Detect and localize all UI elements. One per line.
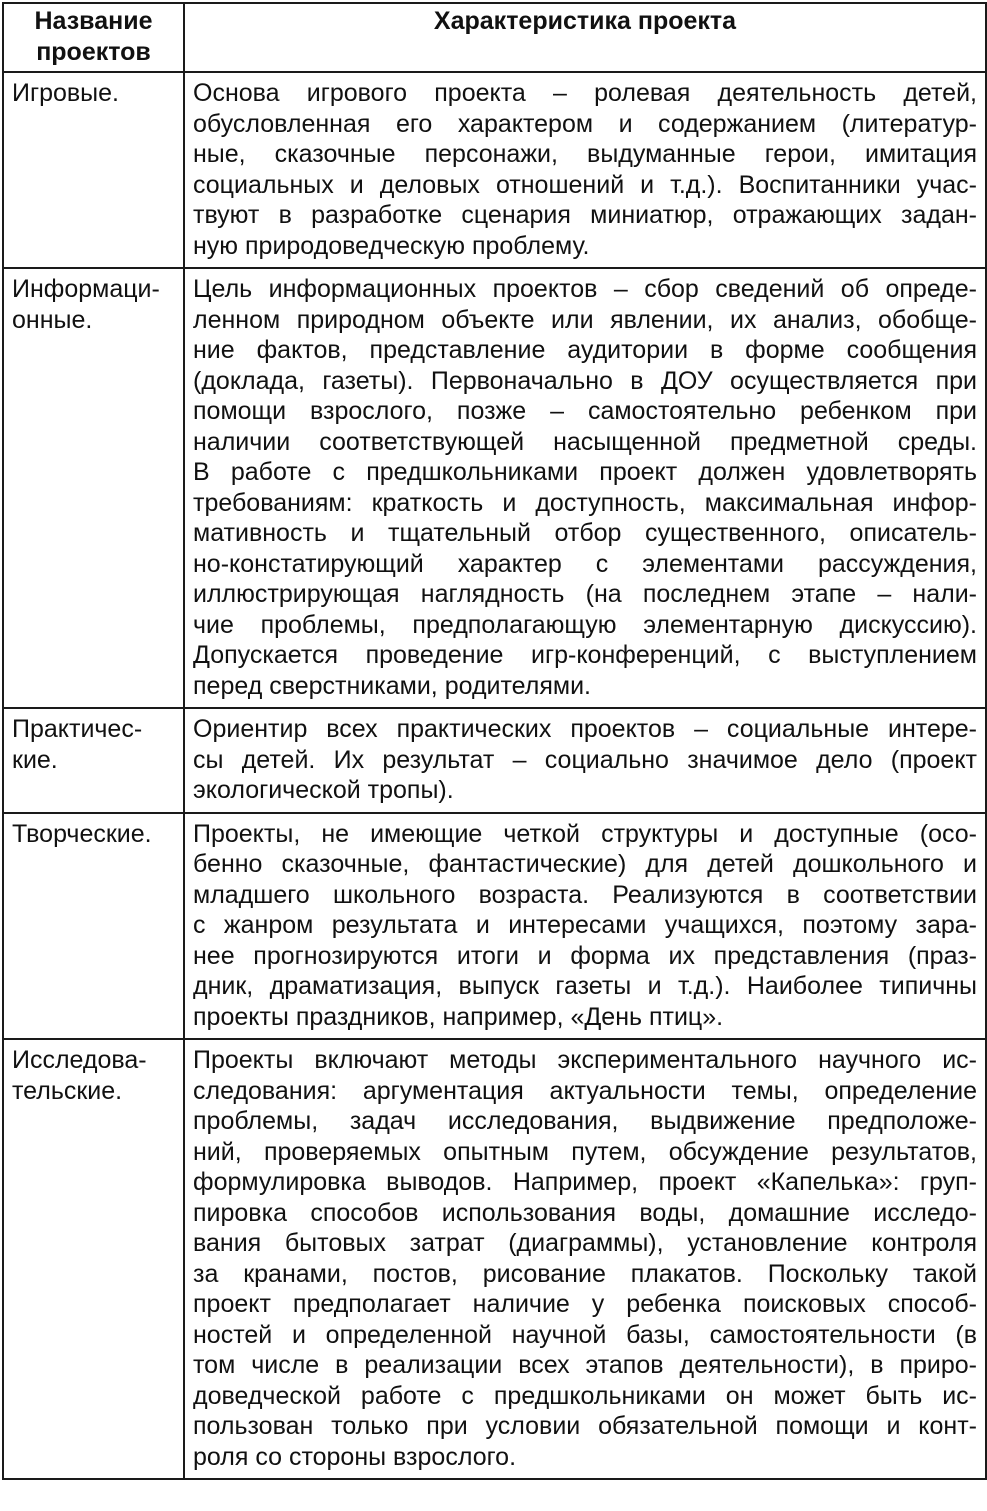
project-description-cell bbox=[184, 268, 986, 708]
project-description-cell bbox=[184, 72, 986, 268]
project-description-line: ние фактов, представление аудитории в форме сообщения bbox=[193, 336, 977, 364]
project-description-line: иллюстрирующая наглядность (на последнем этапе – нали- bbox=[193, 580, 977, 608]
project-description-line: помощи взрослого, позже – самостоятельно ребенком при bbox=[193, 397, 977, 425]
project-description-line: Допускается проведение игр-конференций, с выступлением bbox=[193, 641, 977, 669]
project-description-line: роля со стороны взрослого. bbox=[193, 1442, 517, 1471]
project-name-cell bbox=[3, 813, 184, 1040]
project-description-cell bbox=[184, 813, 986, 1040]
project-description-line: твуют в разработке сценария миниатюр, отражающих задан- bbox=[193, 201, 977, 229]
project-description-line: чие проблемы, предполагающую элементарную дискуссию). bbox=[193, 610, 977, 639]
header-project-name bbox=[3, 3, 184, 72]
project-name-line: Творческие. bbox=[12, 819, 152, 848]
project-types-table bbox=[2, 2, 987, 1480]
project-description-line: (доклада, газеты). Первоначально в ДОУ осуществляется при bbox=[193, 366, 977, 395]
project-name-line: кие. bbox=[12, 745, 58, 774]
header-name-line: проектов bbox=[36, 38, 151, 66]
project-description-line: дник, драматизация, выпуск газеты и т.д.). Наиболее типичны bbox=[193, 972, 977, 1000]
project-name-cell bbox=[3, 72, 184, 268]
table-row bbox=[3, 268, 986, 708]
project-description-cell bbox=[184, 1039, 986, 1479]
project-description-line: том числе в реализации всех этапов деятельности), в приро- bbox=[193, 1351, 977, 1379]
project-description-line: младшего школьного возраста. Реализуются в соответствии bbox=[193, 880, 977, 909]
project-description-line: Ориентир всех практических проектов – социальные интере- bbox=[193, 715, 977, 743]
project-name-line: тельские. bbox=[12, 1076, 123, 1105]
project-name-line: онные. bbox=[12, 305, 93, 334]
project-description-line: нее прогнозируются итоги и форма их представления (праз- bbox=[193, 941, 977, 970]
project-name-cell bbox=[3, 268, 184, 708]
project-name-line: Исследова- bbox=[12, 1046, 147, 1074]
project-description-line: Цель информационных проектов – сбор сведений об опреде- bbox=[193, 275, 977, 303]
project-description-line: с жанром результата и интересами учащихся, поэтому зара- bbox=[193, 911, 977, 939]
project-description-cell bbox=[184, 708, 986, 813]
project-description-line: Проекты, не имеющие четкой структуры и доступные (осо- bbox=[193, 819, 977, 848]
table-row bbox=[3, 1039, 986, 1479]
project-description-line: мативность и тщательный отбор существенного, описатель- bbox=[193, 519, 977, 547]
project-name-cell bbox=[3, 1039, 184, 1479]
table-row bbox=[3, 813, 986, 1040]
table-body bbox=[3, 72, 986, 1479]
project-description-line: пировка способов использования воды, домашние исследо- bbox=[193, 1198, 977, 1227]
project-description-line: ные, сказочные персонажи, выдуманные герои, имитация bbox=[193, 140, 977, 168]
project-name-cell bbox=[3, 708, 184, 813]
project-description-line: ний, проверяемых опытным путем, обсуждение результатов, bbox=[193, 1137, 977, 1166]
project-description-line: вания бытовых затрат (диаграммы), установление контроля bbox=[193, 1229, 977, 1257]
table-row bbox=[3, 72, 986, 268]
project-description-line: сы детей. Их результат – социально значимое дело (проект bbox=[193, 745, 977, 774]
project-description-line: Проекты включают методы экспериментального научного ис- bbox=[193, 1046, 977, 1074]
project-description-line: социальных и деловых отношений и т.д.). Воспитанники учас- bbox=[193, 170, 977, 199]
project-description-line: Основа игрового проекта – ролевая деятельность детей, bbox=[193, 79, 977, 107]
project-description-line: но-констатирующий характер с элементами рассуждения, bbox=[193, 549, 977, 578]
project-description-line: доведческой работе с предшкольниками он может быть ис- bbox=[193, 1381, 977, 1410]
project-description-line: обусловленная его характером и содержанием (литератур- bbox=[193, 109, 977, 138]
project-description-line: за кранами, постов, рисование плакатов. Поскольку такой bbox=[193, 1259, 977, 1288]
header-name-line: Название bbox=[34, 7, 153, 35]
project-description-line: проект предполагает наличие у ребенка поисковых способ- bbox=[193, 1290, 977, 1318]
project-description-line: ную природоведческую проблему. bbox=[193, 231, 590, 260]
project-description-line: проблемы, задач исследования, выдвижение предположе- bbox=[193, 1107, 977, 1135]
project-description-line: экологической тропы). bbox=[193, 776, 454, 804]
project-description-line: проекты праздников, например, «День птиц». bbox=[193, 1002, 724, 1031]
header-project-description: Характеристика проекта bbox=[184, 3, 986, 72]
table-header-row bbox=[3, 3, 986, 72]
project-name-line: Практичес- bbox=[12, 715, 143, 743]
project-description-line: ностей и определенной научной базы, самостоятельности (в bbox=[193, 1320, 977, 1349]
project-description-line: следования: аргументация актуальности темы, определение bbox=[193, 1076, 977, 1105]
project-name-line: Игровые. bbox=[12, 79, 119, 107]
project-description-line: В работе с предшкольниками проект должен удовлетворять bbox=[193, 458, 977, 486]
project-description-line: пользован только при условии обязательной помощи и конт- bbox=[193, 1412, 977, 1440]
table-row bbox=[3, 708, 986, 813]
project-description-line: формулировка выводов. Например, проект «Капелька»: груп- bbox=[193, 1168, 977, 1196]
project-description-line: наличии соответствующей насыщенной предметной среды. bbox=[193, 427, 977, 456]
project-name-line: Информаци- bbox=[12, 275, 160, 303]
project-description-line: перед сверстниками, родителями. bbox=[193, 671, 591, 700]
project-description-line: бенно сказочные, фантастические) для детей дошкольного и bbox=[193, 850, 977, 878]
project-description-line: требованиям: краткость и доступность, максимальная инфор- bbox=[193, 488, 977, 517]
project-description-line: ленном природном объекте или явлении, их анализ, обобще- bbox=[193, 305, 977, 334]
